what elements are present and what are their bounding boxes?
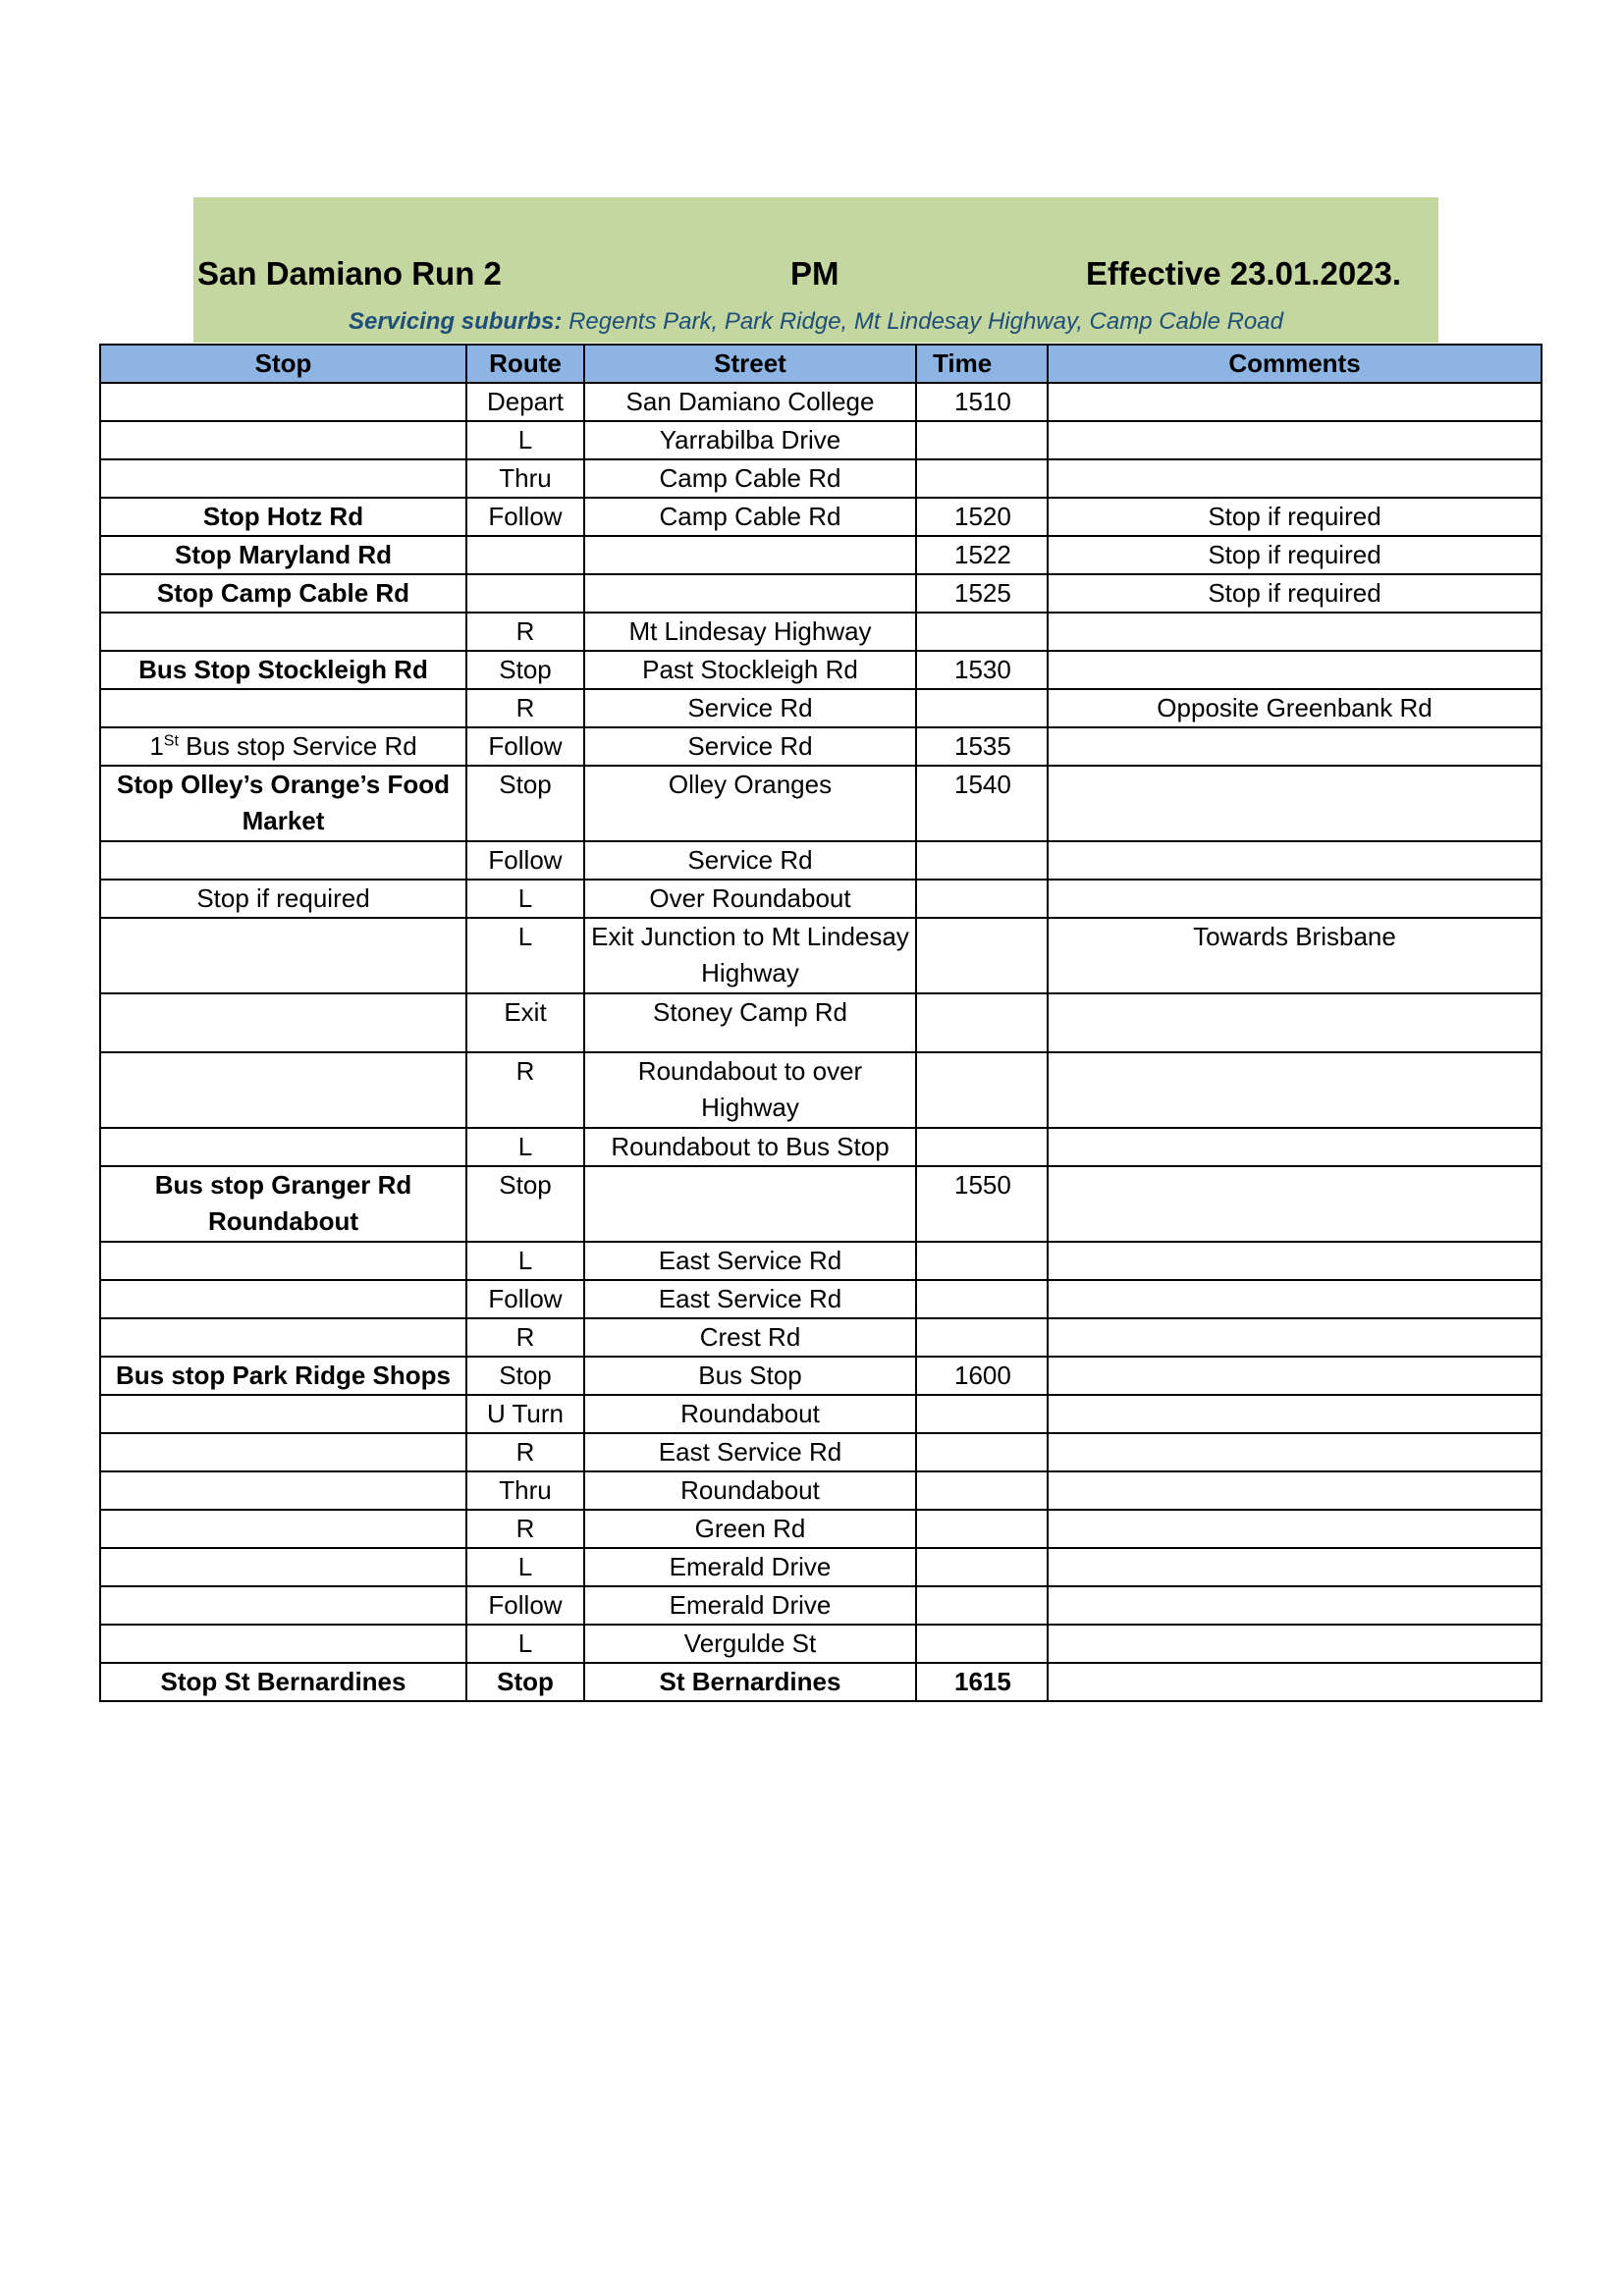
route-cell: Stop	[466, 1663, 584, 1701]
comments-cell	[1048, 1318, 1542, 1357]
table-row	[100, 880, 1542, 918]
stop-cell	[100, 383, 466, 421]
stop-ordinal-suffix: St	[163, 732, 179, 750]
time-cell	[916, 613, 1048, 651]
column-header-stop: Stop	[100, 345, 466, 383]
time-cell: 1550	[916, 1166, 1048, 1242]
comments-cell	[1048, 766, 1542, 841]
table-row	[100, 383, 1542, 421]
stop-cell	[100, 421, 466, 459]
table-header-row	[100, 345, 1542, 383]
route-cell: R	[466, 613, 584, 651]
stop-cell: Bus Stop Stockleigh Rd	[100, 651, 466, 689]
street-cell: Roundabout	[584, 1395, 916, 1433]
stop-cell	[100, 1280, 466, 1318]
route-cell	[466, 536, 584, 574]
column-header-street: Street	[584, 345, 916, 383]
street-cell: Crest Rd	[584, 1318, 916, 1357]
comments-cell	[1048, 1395, 1542, 1433]
street-cell: East Service Rd	[584, 1242, 916, 1280]
route-cell: L	[466, 421, 584, 459]
time-cell	[916, 421, 1048, 459]
street-cell: Emerald Drive	[584, 1548, 916, 1586]
street-cell: Green Rd	[584, 1510, 916, 1548]
table-row	[100, 1433, 1542, 1471]
stop-cell: Stop St Bernardines	[100, 1663, 466, 1701]
comments-cell	[1048, 1586, 1542, 1625]
time-cell: 1535	[916, 727, 1048, 766]
table-row	[100, 613, 1542, 651]
stop-cell	[100, 1395, 466, 1433]
stop-cell	[100, 1128, 466, 1166]
comments-cell: Stop if required	[1048, 536, 1542, 574]
table-row	[100, 918, 1542, 993]
comments-cell	[1048, 1357, 1542, 1395]
stop-cell: Stop Camp Cable Rd	[100, 574, 466, 613]
table-row	[100, 1128, 1542, 1166]
comments-cell	[1048, 651, 1542, 689]
comments-cell: Opposite Greenbank Rd	[1048, 689, 1542, 727]
table-row	[100, 1318, 1542, 1357]
street-cell: St Bernardines	[584, 1663, 916, 1701]
street-cell: San Damiano College	[584, 383, 916, 421]
time-cell	[916, 1318, 1048, 1357]
column-header-comments: Comments	[1048, 345, 1542, 383]
comments-cell	[1048, 1052, 1542, 1128]
time-cell: 1510	[916, 383, 1048, 421]
table-row	[100, 1242, 1542, 1280]
route-cell: Stop	[466, 766, 584, 841]
street-cell: Emerald Drive	[584, 1586, 916, 1625]
time-cell	[916, 1510, 1048, 1548]
comments-cell: Towards Brisbane	[1048, 918, 1542, 993]
stop-cell	[100, 459, 466, 498]
time-cell	[916, 1128, 1048, 1166]
street-cell: Olley Oranges	[584, 766, 916, 841]
route-cell: L	[466, 918, 584, 993]
stop-cell: Stop Olley’s Orange’s Food Market	[100, 766, 466, 841]
time-cell	[916, 993, 1048, 1052]
effective-date: Effective 23.01.2023.	[1086, 255, 1402, 292]
street-cell	[584, 574, 916, 613]
route-cell: Thru	[466, 459, 584, 498]
stop-cell	[100, 1510, 466, 1548]
street-cell: Bus Stop	[584, 1357, 916, 1395]
route-title: San Damiano Run 2	[197, 255, 502, 292]
street-cell: Camp Cable Rd	[584, 498, 916, 536]
comments-cell	[1048, 1128, 1542, 1166]
stop-cell	[100, 1548, 466, 1586]
route-cell: L	[466, 1242, 584, 1280]
table-row	[100, 1166, 1542, 1242]
route-cell: R	[466, 689, 584, 727]
subtitle-text: Regents Park, Park Ridge, Mt Lindesay Highway, Camp Cable Road	[562, 308, 1283, 335]
stop-cell	[100, 841, 466, 880]
comments-cell	[1048, 1663, 1542, 1701]
comments-cell	[1048, 1242, 1542, 1280]
table-row	[100, 766, 1542, 841]
subtitle-label: Servicing suburbs:	[349, 308, 563, 335]
comments-cell	[1048, 841, 1542, 880]
time-cell	[916, 1586, 1048, 1625]
column-header-time: Time	[916, 345, 1048, 383]
street-cell: Past Stockleigh Rd	[584, 651, 916, 689]
stop-cell: Stop if required	[100, 880, 466, 918]
route-cell: Stop	[466, 1357, 584, 1395]
time-cell	[916, 1052, 1048, 1128]
comments-cell	[1048, 421, 1542, 459]
comments-cell: Stop if required	[1048, 498, 1542, 536]
table-row	[100, 1395, 1542, 1433]
table-row	[100, 1663, 1542, 1701]
route-cell: Follow	[466, 1586, 584, 1625]
comments-cell	[1048, 1548, 1542, 1586]
table-row	[100, 1548, 1542, 1586]
table-row	[100, 459, 1542, 498]
table-row	[100, 1280, 1542, 1318]
route-cell: L	[466, 1625, 584, 1663]
street-cell: Stoney Camp Rd	[584, 993, 916, 1052]
stop-text: Bus stop Service Rd	[178, 731, 417, 761]
period-label: PM	[790, 255, 839, 292]
comments-cell	[1048, 727, 1542, 766]
time-cell: 1522	[916, 536, 1048, 574]
street-cell: Service Rd	[584, 841, 916, 880]
time-cell	[916, 918, 1048, 993]
table-row	[100, 651, 1542, 689]
stop-cell	[100, 1471, 466, 1510]
street-cell: Service Rd	[584, 689, 916, 727]
street-cell: Exit Junction to Mt Lindesay Highway	[584, 918, 916, 993]
street-cell: Roundabout to Bus Stop	[584, 1128, 916, 1166]
time-cell	[916, 841, 1048, 880]
table-row	[100, 841, 1542, 880]
route-cell: Depart	[466, 383, 584, 421]
table-row	[100, 421, 1542, 459]
stop-cell: Stop Maryland Rd	[100, 536, 466, 574]
route-cell: Follow	[466, 727, 584, 766]
route-cell: Exit	[466, 993, 584, 1052]
route-cell: Follow	[466, 841, 584, 880]
comments-cell	[1048, 459, 1542, 498]
street-cell: Camp Cable Rd	[584, 459, 916, 498]
comments-cell	[1048, 880, 1542, 918]
stop-cell	[100, 993, 466, 1052]
time-cell: 1615	[916, 1663, 1048, 1701]
table-row	[100, 689, 1542, 727]
time-cell	[916, 689, 1048, 727]
time-cell: 1525	[916, 574, 1048, 613]
street-cell: Over Roundabout	[584, 880, 916, 918]
table-row	[100, 727, 1542, 766]
table-row	[100, 498, 1542, 536]
stop-cell	[100, 1625, 466, 1663]
route-cell: Stop	[466, 651, 584, 689]
route-cell: U Turn	[466, 1395, 584, 1433]
time-cell	[916, 459, 1048, 498]
stop-cell	[100, 613, 466, 651]
stop-cell: Bus stop Park Ridge Shops	[100, 1357, 466, 1395]
street-cell	[584, 1166, 916, 1242]
street-cell: Vergulde St	[584, 1625, 916, 1663]
table-row	[100, 1052, 1542, 1128]
table-row	[100, 574, 1542, 613]
comments-cell	[1048, 1510, 1542, 1548]
stop-cell: Bus stop Granger Rd Roundabout	[100, 1166, 466, 1242]
street-cell: Mt Lindesay Highway	[584, 613, 916, 651]
route-cell: L	[466, 1548, 584, 1586]
route-cell: Follow	[466, 498, 584, 536]
table-row	[100, 1510, 1542, 1548]
time-cell: 1600	[916, 1357, 1048, 1395]
time-cell: 1530	[916, 651, 1048, 689]
route-cell: R	[466, 1510, 584, 1548]
stop-cell	[100, 918, 466, 993]
comments-cell	[1048, 1471, 1542, 1510]
table-row	[100, 536, 1542, 574]
servicing-suburbs	[193, 307, 1438, 337]
stop-cell	[100, 1242, 466, 1280]
stop-cell	[100, 1318, 466, 1357]
stop-ordinal: 1	[149, 731, 164, 761]
time-cell	[916, 1280, 1048, 1318]
route-cell: R	[466, 1433, 584, 1471]
street-cell: Roundabout to over Highway	[584, 1052, 916, 1128]
stop-cell	[100, 1586, 466, 1625]
stop-cell	[100, 1433, 466, 1471]
time-cell	[916, 1433, 1048, 1471]
time-cell: 1540	[916, 766, 1048, 841]
comments-cell	[1048, 1433, 1542, 1471]
time-cell	[916, 1395, 1048, 1433]
stop-cell	[100, 727, 466, 766]
comments-cell	[1048, 383, 1542, 421]
comments-cell	[1048, 1280, 1542, 1318]
column-header-route: Route	[466, 345, 584, 383]
comments-cell	[1048, 1166, 1542, 1242]
route-cell: L	[466, 880, 584, 918]
comments-cell	[1048, 613, 1542, 651]
route-cell: L	[466, 1128, 584, 1166]
route-cell: R	[466, 1318, 584, 1357]
stop-cell: Stop Hotz Rd	[100, 498, 466, 536]
route-cell: Stop	[466, 1166, 584, 1242]
table-row	[100, 1586, 1542, 1625]
table-row	[100, 1357, 1542, 1395]
street-cell: East Service Rd	[584, 1433, 916, 1471]
comments-cell	[1048, 993, 1542, 1052]
route-cell: Thru	[466, 1471, 584, 1510]
time-cell	[916, 1548, 1048, 1586]
street-cell	[584, 536, 916, 574]
street-cell: Roundabout	[584, 1471, 916, 1510]
street-cell: Service Rd	[584, 727, 916, 766]
table-row	[100, 1471, 1542, 1510]
table-row	[100, 993, 1542, 1052]
route-cell	[466, 574, 584, 613]
schedule-table	[99, 344, 1542, 1702]
stop-cell	[100, 689, 466, 727]
time-cell	[916, 880, 1048, 918]
time-cell	[916, 1242, 1048, 1280]
street-cell: East Service Rd	[584, 1280, 916, 1318]
route-cell: R	[466, 1052, 584, 1128]
table-row	[100, 1625, 1542, 1663]
comments-cell: Stop if required	[1048, 574, 1542, 613]
time-cell: 1520	[916, 498, 1048, 536]
street-cell: Yarrabilba Drive	[584, 421, 916, 459]
route-cell: Follow	[466, 1280, 584, 1318]
time-cell	[916, 1625, 1048, 1663]
stop-cell	[100, 1052, 466, 1128]
time-cell	[916, 1471, 1048, 1510]
comments-cell	[1048, 1625, 1542, 1663]
